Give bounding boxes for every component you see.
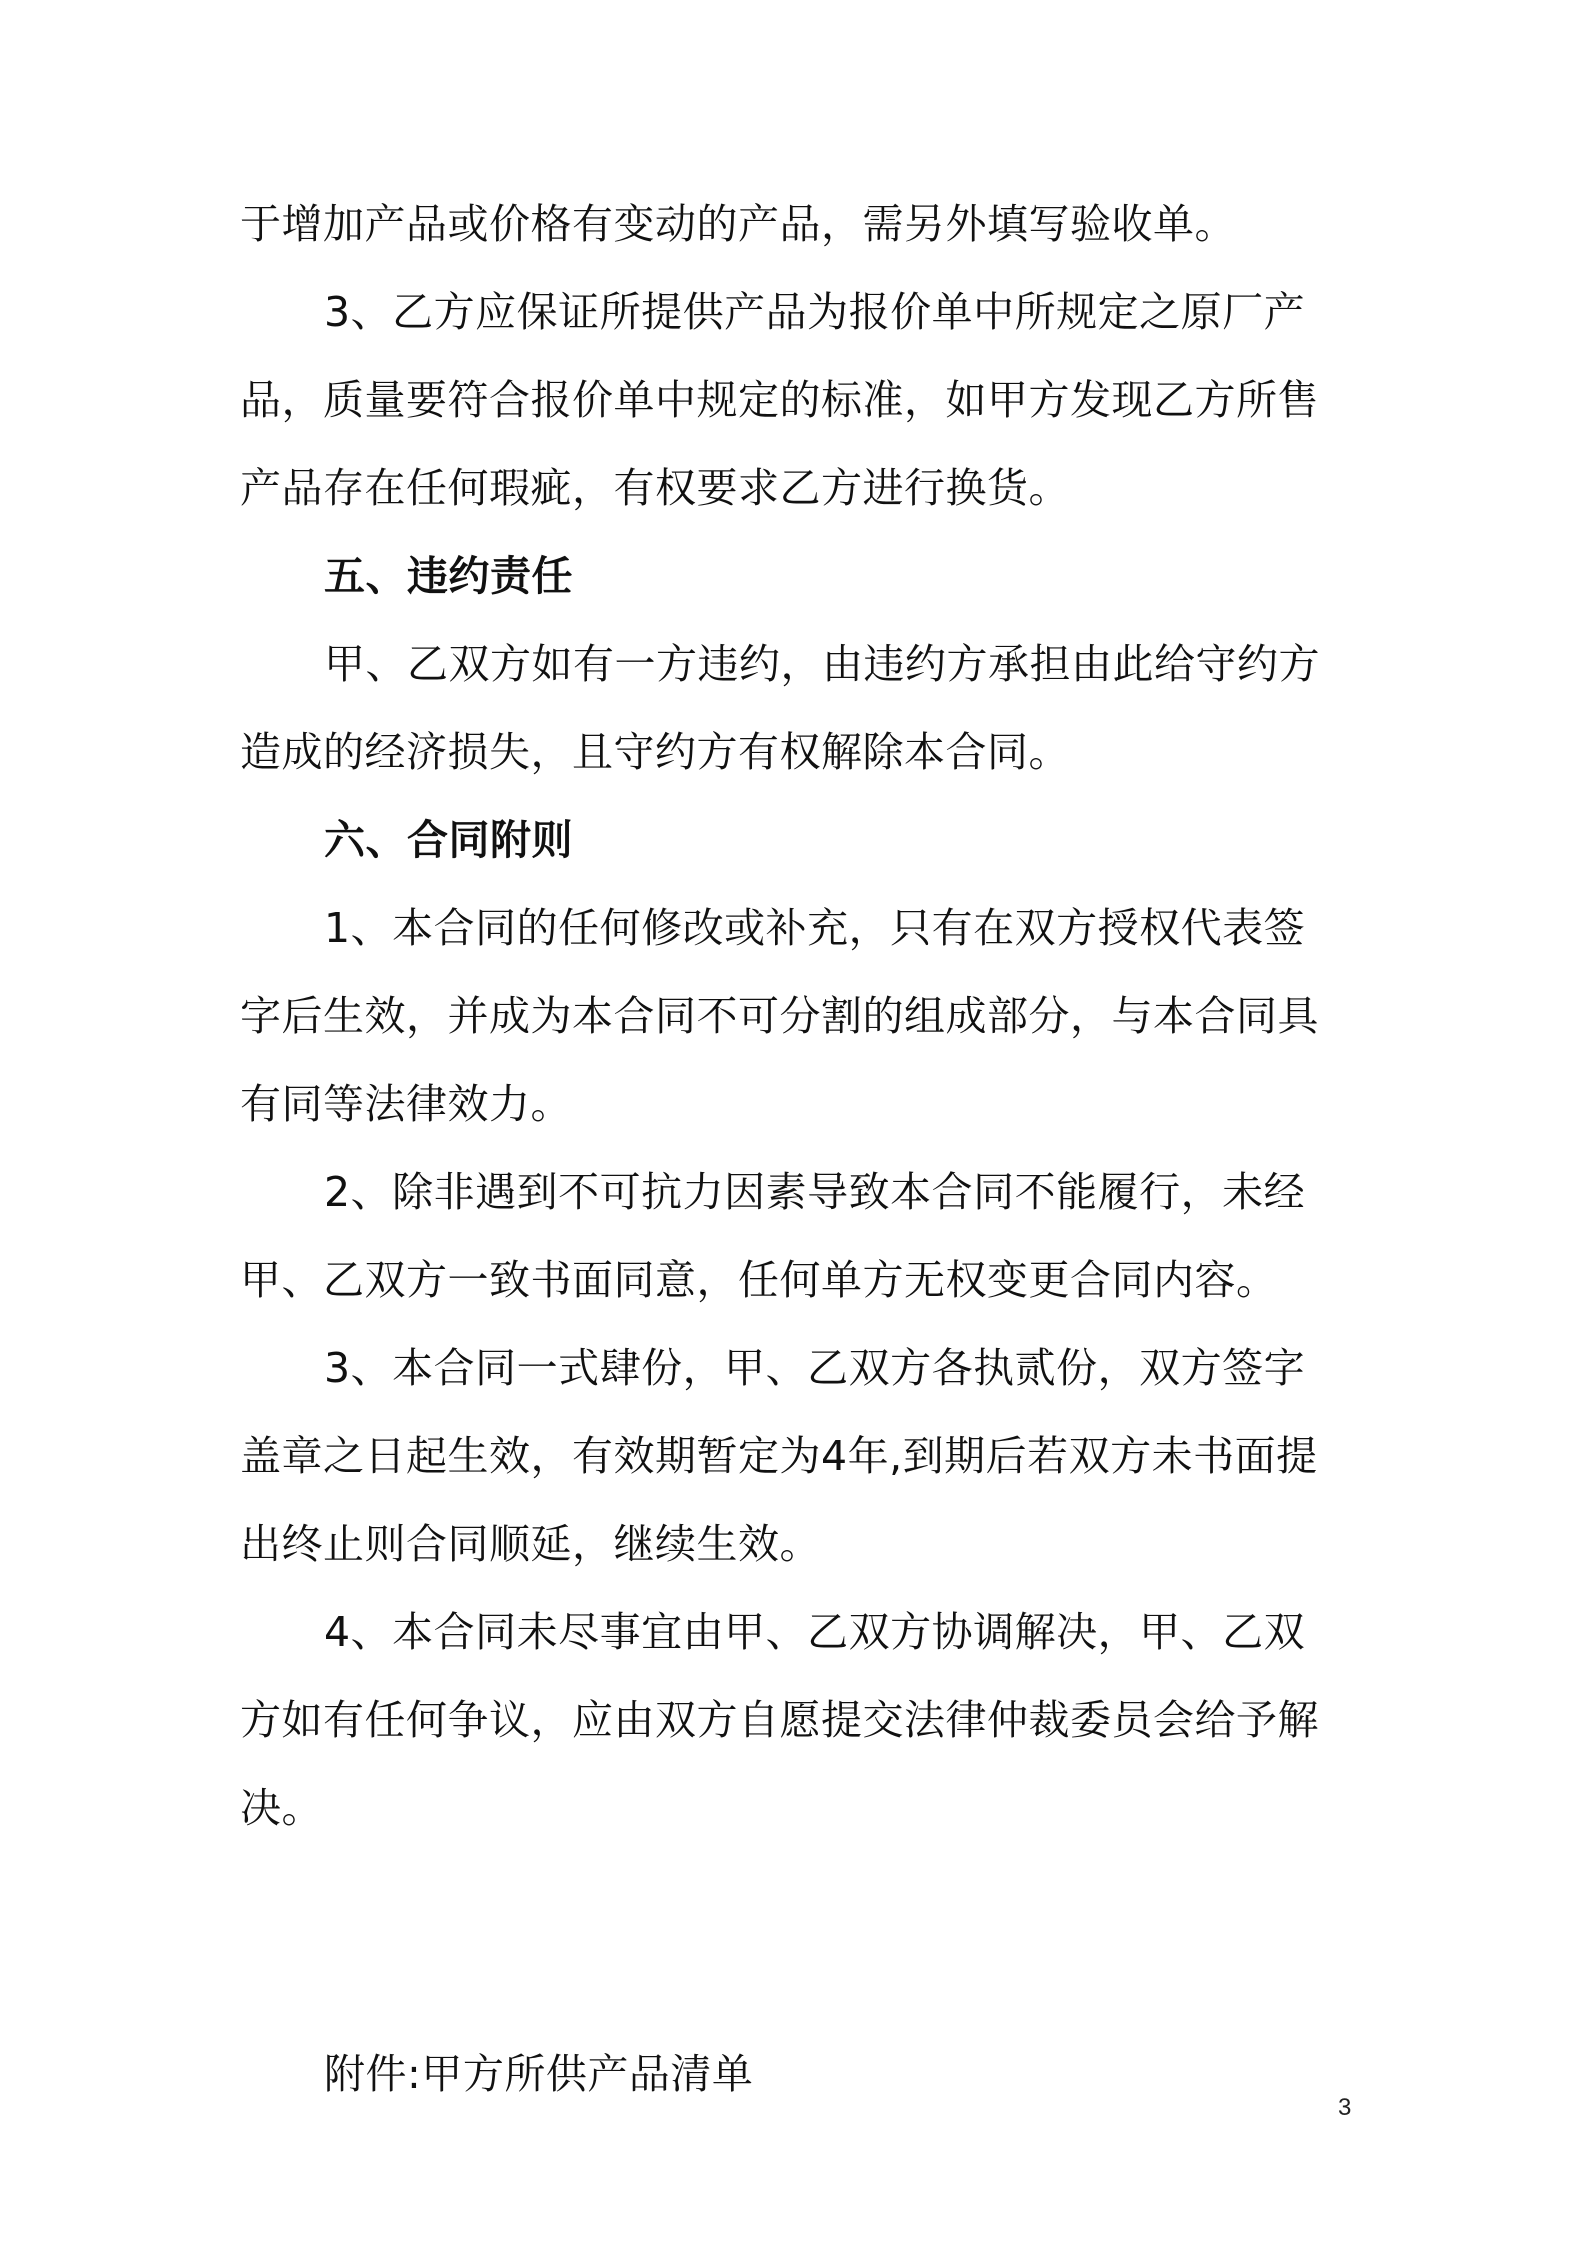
page-number: 3 <box>1338 2094 1352 2121</box>
paragraph-line: 方如有任何争议，应由双方自愿提交法律仲裁委员会给予解 <box>240 1696 1319 1744</box>
spacer <box>240 1852 1360 2030</box>
paragraph-line: 字后生效，并成为本合同不可分割的组成部分，与本合同具 <box>240 992 1319 1040</box>
paragraph-line: 3、本合同一式肆份，甲、乙双方各执贰份，双方签字 <box>324 1344 1306 1392</box>
paragraph-line: 决。 <box>240 1784 323 1832</box>
paragraph-line: 甲、乙双方如有一方违约，由违约方承担由此给守约方 <box>324 640 1320 688</box>
paragraph-line: 2、除非遇到不可抗力因素导致本合同不能履行，未经 <box>324 1168 1306 1216</box>
paragraph-line: 盖章之日起生效，有效期暂定为4年,到期后若双方未书面提 <box>240 1432 1318 1480</box>
attachment-note: 附件:甲方所供产品清单 <box>324 2050 754 2098</box>
document-body <box>240 180 1360 2118</box>
paragraph-line: 4、本合同未尽事宜由甲、乙双方协调解决，甲、乙双 <box>324 1608 1306 1656</box>
paragraph-line: 1、本合同的任何修改或补充，只有在双方授权代表签 <box>324 904 1306 952</box>
paragraph-line: 3、乙方应保证所提供产品为报价单中所规定之原厂产 <box>324 288 1306 336</box>
paragraph-line: 甲、乙双方一致书面同意，任何单方无权变更合同内容。 <box>240 1256 1278 1304</box>
paragraph-line: 产品存在任何瑕疵，有权要求乙方进行换货。 <box>240 464 1070 512</box>
paragraph-line: 于增加产品或价格有变动的产品，需另外填写验收单。 <box>240 200 1236 248</box>
paragraph-line: 造成的经济损失，且守约方有权解除本合同。 <box>240 728 1070 776</box>
section-heading-supplementary: 六、合同附则 <box>324 816 573 864</box>
paragraph-line: 出终止则合同顺延，继续生效。 <box>240 1520 821 1568</box>
section-heading-breach: 五、违约责任 <box>324 552 573 600</box>
paragraph-line: 有同等法律效力。 <box>240 1080 572 1128</box>
paragraph-line: 品，质量要符合报价单中规定的标准，如甲方发现乙方所售 <box>240 376 1319 424</box>
